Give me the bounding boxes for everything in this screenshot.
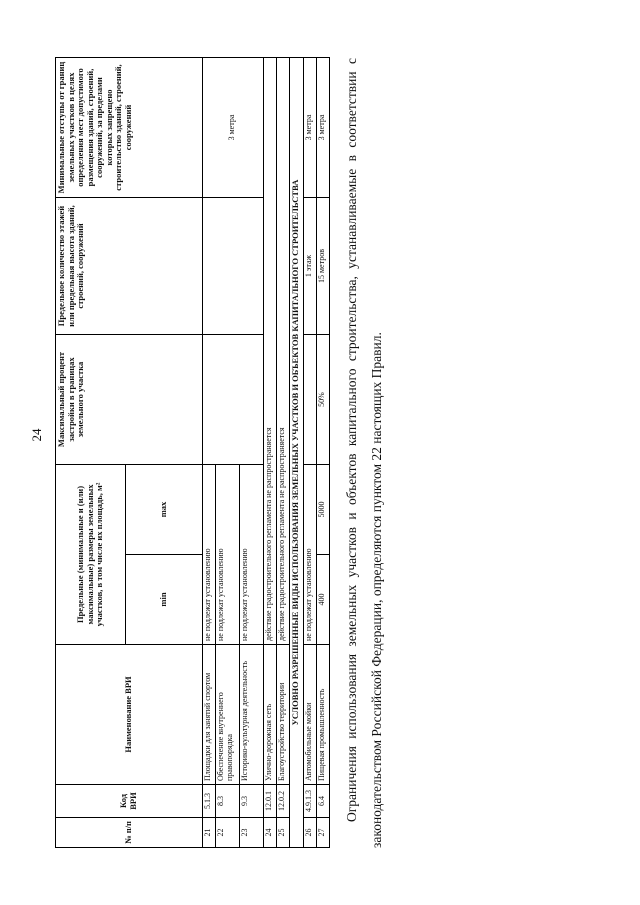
vri-table <box>55 57 330 848</box>
row-setback: 3 метра <box>303 58 316 198</box>
row-percent: 50% <box>316 335 329 465</box>
row-code: 4.9.1.3 <box>303 785 316 818</box>
row-code: 9.3 <box>239 785 263 818</box>
row-span-text: действие градостроительного регламента не распространяется <box>276 58 289 645</box>
row-span-text: действие градостроительного регламента не распространяется <box>263 58 276 645</box>
row-setback: 3 метра <box>202 58 263 198</box>
rotated-page-content <box>55 58 384 848</box>
row-code: 12.0.2 <box>276 785 289 818</box>
row-span-text: не подлежат установлению <box>202 465 215 645</box>
row-floors-empty <box>202 198 263 335</box>
row-num: 21 <box>202 818 215 848</box>
row-num: 23 <box>239 818 263 848</box>
row-name: Автомобильные мойки <box>303 645 316 785</box>
row-name: Обеспечение внутреннего правопорядка <box>215 645 239 785</box>
row-name: Пищевая промышленность <box>316 645 329 785</box>
row-num: 26 <box>303 818 316 848</box>
header-num: № п/п <box>56 818 203 848</box>
row-percent-empty <box>303 335 316 465</box>
row-num: 24 <box>263 818 276 848</box>
row-name: Площадки для занятий спортом <box>202 645 215 785</box>
header-code: Код ВРИ <box>56 785 203 818</box>
row-code: 8.3 <box>215 785 239 818</box>
row-floors: 1 этаж <box>303 198 316 335</box>
table-row <box>276 58 289 848</box>
header-max: max <box>125 465 202 555</box>
table-row <box>202 58 215 848</box>
row-code: 5.1.3 <box>202 785 215 818</box>
header-name: Наименование ВРИ <box>56 645 203 785</box>
restrictions-note <box>339 58 389 848</box>
row-percent-empty <box>202 335 263 465</box>
row-num: 25 <box>276 818 289 848</box>
row-num: 27 <box>316 818 329 848</box>
header-setback: Минимальные отступы от границ земельных участков в целях определения мест допустимого размещения зданий, строений, сооружений, за пределами которых запрещено строительство зданий, строений, сооружений <box>56 58 203 198</box>
row-code: 6.4 <box>316 785 329 818</box>
header-floors: Предельное количество этажей или предельная высота зданий, строений, сооружений <box>56 198 203 335</box>
header-min: min <box>125 555 202 645</box>
table-row <box>316 58 329 848</box>
table-row <box>303 58 316 848</box>
note-text: Ограничения использования земельных участков и объектов капитального строительства, устанавливаемые в соответствии с законодательством Российской Федерации, определяются пунктом 22 настоящих Правил. <box>344 58 384 848</box>
row-name: Благоустройство территории <box>276 645 289 785</box>
row-span-text: не подлежат установлению <box>239 465 263 645</box>
row-code: 12.0.1 <box>263 785 276 818</box>
row-name: Историко-культурная деятельность <box>239 645 263 785</box>
row-setback: 3 метра <box>316 58 329 198</box>
row-num: 22 <box>215 818 239 848</box>
row-max: 5000 <box>316 465 329 555</box>
header-percent: Максимальный процент застройки в границах земельного участка <box>56 335 203 465</box>
row-floors: 15 метров <box>316 198 329 335</box>
section-row <box>289 58 303 848</box>
row-span-text: не подлежат установлению <box>303 465 316 645</box>
row-min: 400 <box>316 555 329 645</box>
page-number: 24 <box>29 428 44 442</box>
header-sizes: Предельные (минимальные и (или) максимальные) размеры земельных участков, в том числе их площадь, м² <box>56 465 126 645</box>
table-row <box>263 58 276 848</box>
row-span-text: не подлежат установлению <box>215 465 239 645</box>
row-name: Улично-дорожная сеть <box>263 645 276 785</box>
section-title: УСЛОВНО РАЗРЕШЕННЫЕ ВИДЫ ИСПОЛЬЗОВАНИЯ ЗЕМЕЛЬНЫХ УЧАСТКОВ И ОБЪЕКТОВ КАПИТАЛЬНОГО СТРОИТЕЛЬСТВА <box>289 58 303 848</box>
